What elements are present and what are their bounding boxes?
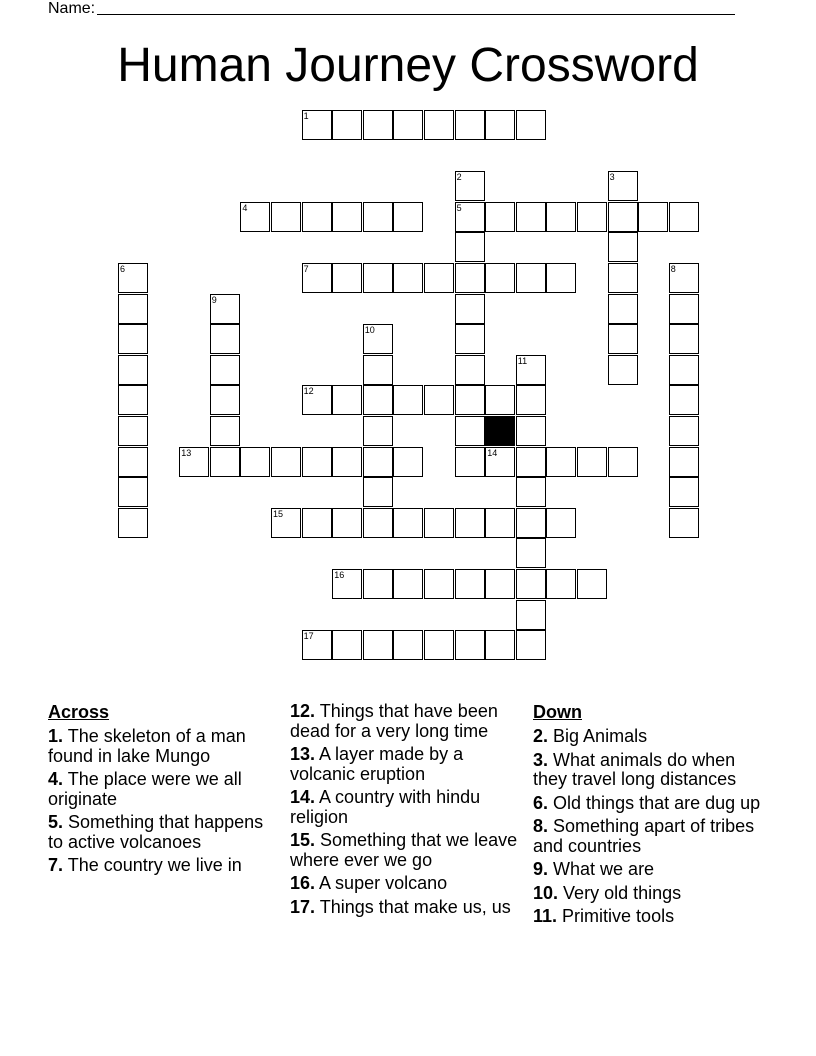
grid-cell[interactable]	[363, 385, 393, 415]
grid-cell[interactable]	[302, 110, 332, 140]
grid-cell[interactable]	[363, 447, 393, 477]
clue-number: 6	[120, 264, 126, 274]
grid-cell[interactable]	[302, 202, 332, 232]
clue-down-8: 8. Something apart of tribes and countries	[533, 816, 755, 856]
clue-number: 1	[303, 111, 309, 121]
grid-cell[interactable]	[302, 508, 332, 538]
grid-cell[interactable]	[118, 477, 148, 507]
grid-cell[interactable]	[118, 263, 148, 293]
clue-number: 16	[334, 570, 345, 580]
down-heading: Down	[533, 702, 582, 722]
down-clues-col	[533, 702, 765, 931]
clue-across-15: 15. Something that we leave where ever we go	[290, 830, 518, 870]
grid-cell[interactable]	[608, 355, 638, 385]
clue-across-4: 4. The place were we all originate	[48, 769, 242, 809]
grid-cell[interactable]	[669, 263, 699, 293]
page-title: Human Journey Crossword	[117, 39, 699, 92]
clue-number: 13	[181, 447, 192, 458]
grid-cell[interactable]	[393, 202, 423, 232]
grid-cell[interactable]	[424, 263, 454, 293]
grid-cell[interactable]	[363, 263, 393, 293]
grid-cell[interactable]	[118, 447, 148, 477]
grid-cell[interactable]	[608, 171, 638, 201]
grid-cell[interactable]	[455, 263, 485, 293]
grid-cell[interactable]	[516, 600, 546, 630]
grid-cell[interactable]	[608, 232, 638, 262]
grid-cell[interactable]	[485, 263, 515, 293]
grid-cell[interactable]	[455, 385, 485, 415]
grid-cell[interactable]	[393, 630, 423, 660]
grid-cell[interactable]	[455, 202, 485, 232]
grid-cell[interactable]	[302, 385, 332, 415]
grid-cell[interactable]	[608, 202, 638, 232]
grid-cell[interactable]	[608, 447, 638, 477]
clue-across-5: 5. Something that happens to active volcanoes	[48, 812, 264, 852]
name-label: Name:	[48, 0, 96, 17]
clue-number: 17	[303, 631, 314, 642]
grid-cell[interactable]	[393, 263, 423, 293]
clue-number: 5	[456, 202, 462, 213]
grid-cell[interactable]	[210, 324, 240, 354]
grid-cell[interactable]	[546, 263, 576, 293]
grid-cell[interactable]	[608, 324, 638, 354]
grid-cell[interactable]	[577, 202, 607, 232]
grid-cell[interactable]	[302, 263, 332, 293]
across-heading: Across	[48, 702, 110, 722]
grid-cell[interactable]	[363, 508, 393, 538]
grid-cell[interactable]	[516, 447, 546, 477]
grid-cell[interactable]	[669, 447, 699, 477]
grid-cell[interactable]	[210, 385, 240, 415]
grid-cell[interactable]	[516, 416, 546, 446]
grid-cell[interactable]	[332, 385, 362, 415]
grid-cell[interactable]	[638, 202, 668, 232]
grid-cell[interactable]	[455, 569, 485, 599]
grid-cell[interactable]	[485, 630, 515, 660]
grid-cell[interactable]	[516, 355, 546, 385]
grid-cell[interactable]	[546, 202, 576, 232]
clue-number: 9	[211, 294, 217, 305]
grid-cell[interactable]	[669, 477, 699, 507]
clue-across-16: 16. A super volcano	[290, 873, 448, 893]
grid-cell[interactable]	[118, 385, 148, 415]
grid-cell[interactable]	[516, 508, 546, 538]
grid-cell[interactable]	[455, 630, 485, 660]
clue-down-10: 10. Very old things	[533, 882, 682, 903]
grid-cell[interactable]	[516, 263, 546, 293]
grid-cell[interactable]	[485, 508, 515, 538]
clue-number: 12	[303, 386, 314, 397]
clue-number: 3	[609, 172, 615, 183]
grid-cell[interactable]	[485, 385, 515, 415]
grid-cell[interactable]	[363, 477, 393, 507]
grid-cell[interactable]	[516, 477, 546, 507]
grid-cell[interactable]	[516, 110, 546, 140]
grid-cell[interactable]	[577, 447, 607, 477]
grid-cell[interactable]	[271, 202, 301, 232]
grid-cell[interactable]	[332, 202, 362, 232]
clue-number: 2	[456, 172, 462, 183]
grid-cell[interactable]	[118, 355, 148, 385]
grid-cell[interactable]	[302, 447, 332, 477]
across-clues-col-1	[48, 702, 280, 880]
grid-cell[interactable]	[210, 447, 240, 477]
grid-cell[interactable]	[455, 508, 485, 538]
grid-cell[interactable]	[608, 294, 638, 324]
clue-number: 10	[364, 325, 375, 336]
grid-cell[interactable]	[118, 508, 148, 538]
grid-cell[interactable]	[485, 202, 515, 232]
clue-number: 7	[303, 264, 309, 274]
grid-cell[interactable]	[455, 171, 485, 201]
grid-cell[interactable]	[210, 416, 240, 446]
grid-cell[interactable]	[210, 355, 240, 385]
grid-cell[interactable]	[393, 569, 423, 599]
grid-cell[interactable]	[485, 110, 515, 140]
grid-cell[interactable]	[455, 355, 485, 385]
grid-cell[interactable]	[393, 447, 423, 477]
grid-cell[interactable]	[210, 294, 240, 324]
blocked-cell	[485, 416, 515, 446]
grid-cell[interactable]	[240, 447, 270, 477]
grid-cell[interactable]	[424, 508, 454, 538]
grid-cell[interactable]	[332, 263, 362, 293]
grid-cell[interactable]	[424, 569, 454, 599]
grid-cell[interactable]	[455, 232, 485, 262]
grid-cell[interactable]	[577, 569, 607, 599]
grid-cell[interactable]	[516, 630, 546, 660]
clue-number: 4	[242, 202, 248, 213]
grid-cell[interactable]	[669, 355, 699, 385]
grid-cell[interactable]	[516, 538, 546, 568]
clue-number: 8	[670, 264, 676, 274]
grid-cell[interactable]	[302, 630, 332, 660]
clue-down-2: 2. Big Animals	[533, 726, 648, 746]
grid-cell[interactable]	[118, 324, 148, 354]
grid-cell[interactable]	[363, 569, 393, 599]
clue-across-13: 13. A layer made by a volcanic eruption	[290, 744, 464, 784]
clue-down-11: 11. Primitive tools	[533, 906, 675, 926]
clue-number: 15	[273, 508, 284, 519]
grid-cell[interactable]	[455, 294, 485, 324]
grid-cell[interactable]	[455, 416, 485, 446]
grid-cell[interactable]	[118, 294, 148, 324]
across-clues-col-2	[290, 702, 522, 921]
grid-cell[interactable]	[485, 447, 515, 477]
grid-cell[interactable]	[669, 416, 699, 446]
grid-cell[interactable]	[546, 508, 576, 538]
clue-across-17: 17. Things that make us, us	[290, 896, 511, 917]
grid-cell[interactable]	[332, 110, 362, 140]
grid-cell[interactable]	[424, 110, 454, 140]
grid-cell[interactable]	[455, 324, 485, 354]
grid-cell[interactable]	[546, 447, 576, 477]
grid-cell[interactable]	[179, 447, 209, 477]
clue-down-6: 6. Old things that are dug up	[533, 792, 761, 813]
clue-number: 14	[487, 447, 498, 458]
grid-cell[interactable]	[332, 447, 362, 477]
grid-cell[interactable]	[669, 508, 699, 538]
clue-across-1: 1. The skeleton of a man found in lake Mungo	[48, 726, 246, 766]
grid-cell[interactable]	[393, 508, 423, 538]
grid-cell[interactable]	[363, 202, 393, 232]
grid-cell[interactable]	[516, 385, 546, 415]
clue-number: 11	[517, 355, 528, 366]
grid-cell[interactable]	[332, 569, 362, 599]
grid-cell[interactable]	[485, 569, 515, 599]
grid-cell[interactable]	[516, 569, 546, 599]
grid-cell[interactable]	[455, 447, 485, 477]
grid-cell[interactable]	[608, 263, 638, 293]
grid-cell[interactable]	[363, 630, 393, 660]
grid-cell[interactable]	[363, 324, 393, 354]
grid-cell[interactable]	[363, 355, 393, 385]
grid-cell[interactable]	[424, 385, 454, 415]
grid-cell[interactable]	[669, 324, 699, 354]
grid-cell[interactable]	[393, 110, 423, 140]
clue-down-3: 3. What animals do when they travel long distances	[533, 749, 737, 789]
grid-cell[interactable]	[546, 569, 576, 599]
grid-cell[interactable]	[393, 385, 423, 415]
clue-down-9: 9. What we are	[533, 859, 655, 879]
clue-across-7: 7. The country we live in	[48, 855, 242, 875]
grid-cell[interactable]	[271, 447, 301, 477]
grid-cell[interactable]	[240, 202, 270, 232]
grid-cell[interactable]	[455, 110, 485, 140]
grid-cell[interactable]	[332, 508, 362, 538]
grid-cell[interactable]	[363, 110, 393, 140]
grid-cell[interactable]	[669, 202, 699, 232]
grid-cell[interactable]	[424, 630, 454, 660]
grid-cell[interactable]	[332, 630, 362, 660]
clue-across-12: 12. Things that have been dead for a very long time	[290, 701, 498, 741]
grid-cell[interactable]	[271, 508, 301, 538]
grid-cell[interactable]	[516, 202, 546, 232]
grid-cell[interactable]	[118, 416, 148, 446]
grid-cell[interactable]	[363, 416, 393, 446]
grid-cell[interactable]	[669, 385, 699, 415]
clue-across-14: 14. A country with hindu religion	[290, 787, 481, 827]
grid-cell[interactable]	[669, 294, 699, 324]
